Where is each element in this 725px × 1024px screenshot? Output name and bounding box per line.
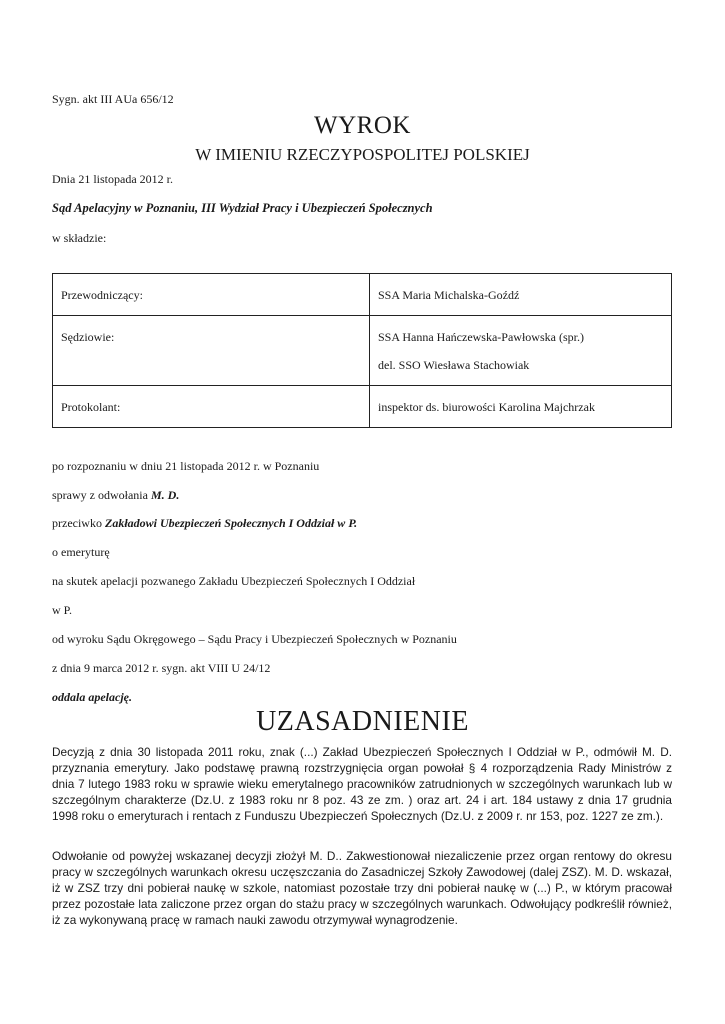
court-name: Sąd Apelacyjny w Poznaniu, III Wydział Pracy i Ubezpieczeń Społecznych bbox=[52, 201, 433, 215]
panel-member: SSA Hanna Hańczewska-Pawłowska (spr.) bbox=[378, 330, 584, 344]
composition-label: w składzie: bbox=[52, 231, 107, 245]
justification-heading: UZASADNIENIE bbox=[256, 706, 469, 737]
proceedings-line: od wyroku Sądu Okręgowego – Sądu Pracy i Ubezpieczeń Społecznych w Poznaniu bbox=[52, 632, 457, 646]
panel-members-cell bbox=[370, 316, 672, 386]
panel-role: Sędziowie: bbox=[53, 316, 370, 386]
proceedings-text: przeciwko bbox=[52, 516, 105, 530]
panel-member: del. SSO Wiesława Stachowiak bbox=[378, 358, 530, 372]
justification-paragraph: Odwołanie od powyżej wskazanej decyzji złożył M. D.. Zakwestionował niezaliczenie przez organ rentowy do okresu pracy w szczególnych warunkach okresu uczęszczania do Zasadniczej Szkoły Zawodowej (dalej ZSZ). M. D. wskazał, iż w ZSZ trzy dni pobierał naukę w szkole, natomiast pozostałe trzy dni pobierał naukę w (...) P., w którym pracował przez pozostałe lata zaliczone przez organ do stażu pracy w szczególnych warunkach. Odwołujący podkreślił również, iż za wykonywaną pracę w ramach nauki zawodu otrzymywał wynagrodzenie. bbox=[52, 849, 672, 927]
table-row bbox=[53, 274, 672, 316]
proceedings-line bbox=[52, 516, 357, 531]
table-row bbox=[53, 316, 672, 386]
document-title: WYROK bbox=[314, 112, 411, 139]
panel-role: Przewodniczący: bbox=[53, 274, 370, 316]
respondent-name: Zakładowi Ubezpieczeń Społecznych I Oddział w P. bbox=[104, 516, 358, 530]
proceedings-line: o emeryturę bbox=[52, 545, 110, 559]
proceedings-line: w P. bbox=[52, 603, 73, 617]
justification-paragraph: Decyzją z dnia 30 listopada 2011 roku, znak (...) Zakład Ubezpieczeń Społecznych I Oddział w P., odmówił M. D. przyznania emerytury. Jako podstawę prawną rozstrzygnięcia organ powołał § 4 rozporządzenia Rady Ministrów z dnia 7 lutego 1983 roku w sprawie wieku emerytalnego pracowników zatrudnionych w szczególnych warunkach lub w szczególnym charakterze (Dz.U. z 1983 roku nr 8 poz. 43 ze zm. ) oraz art. 24 i art. 184 ustawy z dnia 17 grudnia 1998 roku o emeryturach i rentach z Funduszu Ubezpieczeń Społecznych (Dz.U. z 2009 r. nr 153, poz. 1227 ze zm.). bbox=[52, 745, 672, 823]
table-row bbox=[53, 386, 672, 428]
document-subtitle: W IMIENIU RZECZYPOSPOLITEJ POLSKIEJ bbox=[195, 145, 530, 164]
proceedings-line: po rozpoznaniu w dniu 21 listopada 2012 r. w Poznaniu bbox=[52, 459, 320, 473]
proceedings-text: sprawy z odwołania bbox=[52, 488, 151, 502]
panel-member: inspektor ds. biurowości Karolina Majchrzak bbox=[370, 386, 672, 428]
proceedings-line bbox=[52, 488, 179, 503]
appellant-name: M. D. bbox=[150, 488, 180, 502]
court-panel-table bbox=[52, 273, 672, 428]
case-number: Sygn. akt III AUa 656/12 bbox=[52, 92, 174, 106]
proceedings-line: z dnia 9 marca 2012 r. sygn. akt VIII U 24/12 bbox=[52, 661, 271, 675]
ruling-date: Dnia 21 listopada 2012 r. bbox=[52, 172, 173, 186]
verdict: oddala apelację. bbox=[52, 690, 132, 704]
panel-role: Protokolant: bbox=[53, 386, 370, 428]
panel-member: SSA Maria Michalska-Goźdź bbox=[370, 274, 672, 316]
proceedings-line: na skutek apelacji pozwanego Zakładu Ubezpieczeń Społecznych I Oddział bbox=[52, 574, 416, 588]
